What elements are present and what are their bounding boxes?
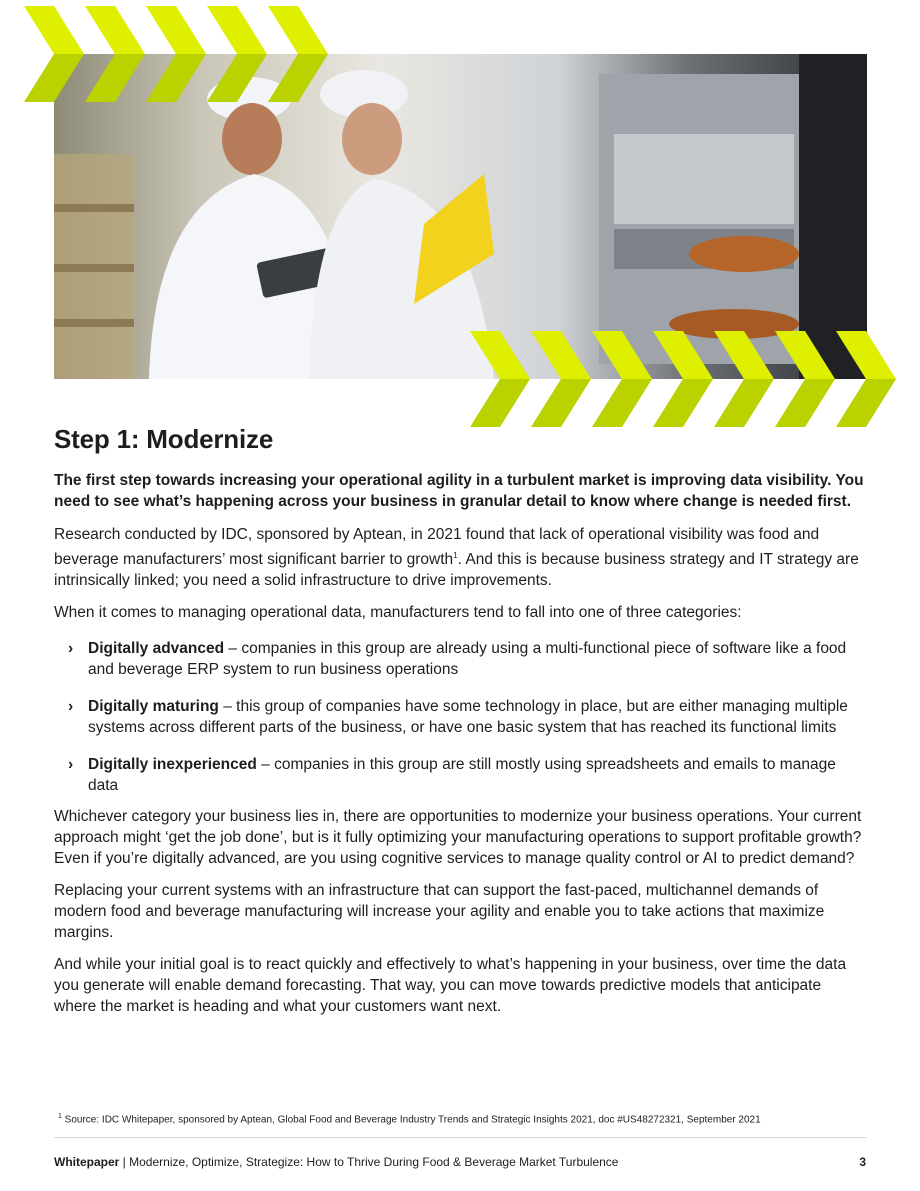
footer-label: Whitepaper bbox=[54, 1155, 120, 1169]
section-heading: Step 1: Modernize bbox=[54, 424, 274, 454]
infrastructure-paragraph: Replacing your current systems with an infrastructure that can support the fast-paced, multichannel demands of modern food and beverage manufacturing will increase your agility and enable you to take actions that maximize margins. bbox=[54, 882, 825, 942]
category-description: – this group of companies have some technology in place, but are either managing multiple systems across different parts of the business, or have one basic system that has reached its functional limits bbox=[88, 698, 848, 737]
lead-paragraph: The first step towards increasing your operational agility in a turbulent market is improving data visibility. You need to see what’s happening across your business in granular detail to know where change is needed first. bbox=[54, 472, 864, 510]
footer-separator: | bbox=[119, 1155, 130, 1169]
footnote-reference: 1 bbox=[453, 551, 458, 560]
footnote-text: Source: IDC Whitepaper, sponsored by Aptean, Global Food and Beverage Industry Trends and Strategic Insights 2021, doc #US48272321, September 2021 bbox=[61, 1114, 761, 1126]
chevron-pattern-top bbox=[24, 6, 329, 102]
footer-divider bbox=[54, 1137, 867, 1138]
footnote bbox=[58, 1113, 761, 1125]
list-item bbox=[54, 754, 864, 796]
category-title: Digitally inexperienced bbox=[88, 756, 257, 774]
category-list bbox=[54, 638, 864, 796]
chevron-pattern-bottom bbox=[470, 331, 896, 427]
chevron-bullet-icon: › bbox=[68, 698, 74, 716]
forecasting-paragraph: And while your initial goal is to react quickly and effectively to what’s happening in your business, over time the data you generate will enable demand forecasting. That way, you can move towards predictive models that anticipate where the market is heading and what your customers want next. bbox=[54, 956, 847, 1016]
list-item bbox=[54, 638, 864, 680]
research-paragraph bbox=[54, 524, 864, 591]
category-description: – companies in this group are still mostly using spreadsheets and emails to manage data bbox=[88, 756, 836, 795]
category-title: Digitally maturing bbox=[88, 698, 219, 716]
category-description: – companies in this group are already using a multi-functional piece of software like a food and beverage ERP system to run business operations bbox=[88, 640, 847, 679]
research-text-end: . And this is because business strategy and IT strategy are intrinsically linked; you need a solid infrastructure to drive improvements. bbox=[54, 551, 859, 590]
article-body bbox=[54, 470, 864, 1028]
page-footer bbox=[54, 1155, 618, 1169]
chevron-bullet-icon: › bbox=[68, 756, 74, 774]
footer-title: Modernize, Optimize, Strategize: How to Thrive During Food & Beverage Market Turbulence bbox=[129, 1155, 619, 1169]
chevron-bullet-icon: › bbox=[68, 640, 74, 658]
categories-intro: When it comes to managing operational data, manufacturers tend to fall into one of three categories: bbox=[54, 604, 742, 622]
category-title: Digitally advanced bbox=[88, 640, 225, 658]
page-number: 3 bbox=[859, 1155, 866, 1169]
list-item bbox=[54, 696, 864, 738]
opportunities-paragraph: Whichever category your business lies in, there are opportunities to modernize your business operations. Your current approach might ‘get the job done’, but is it fully optimizing your manufacturing operations to support profitable growth? Even if you’re digitally advanced, are you using cognitive services to manage quality control or AI to predict demand? bbox=[54, 808, 862, 868]
research-text-start: Research conducted by IDC, sponsored by Aptean, in 2021 found that lack of operational visibility was food and beverage manufacturers’ most significant barrier to growth bbox=[54, 526, 820, 569]
footnote-number: 1 bbox=[58, 1113, 62, 1120]
